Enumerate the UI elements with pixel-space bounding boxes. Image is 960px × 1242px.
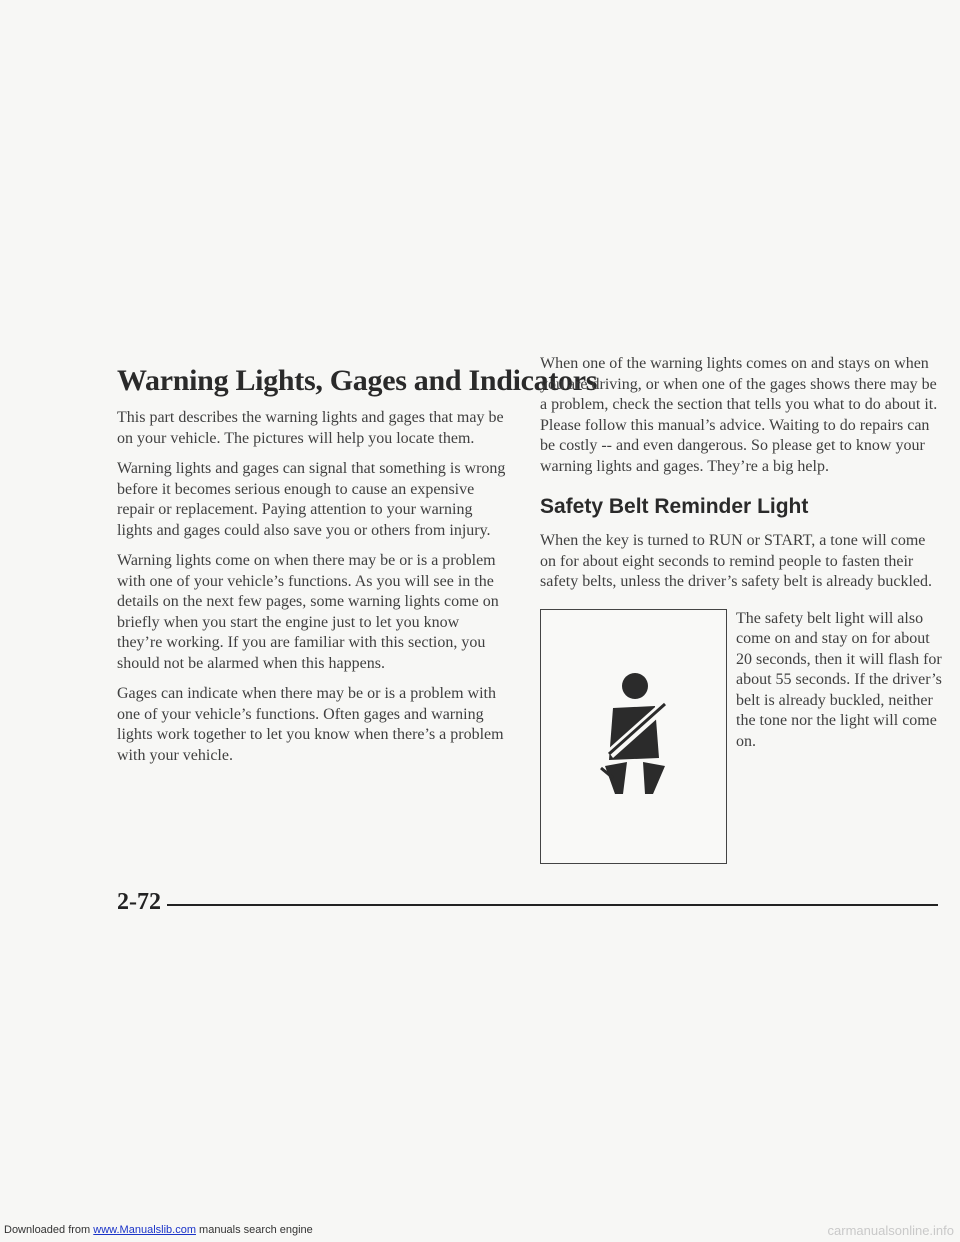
paragraph: Warning lights come on when there may be or is a problem with one of your vehicle’s functions. As you will see in the details on the next few pages, some warning lights come on briefly when you start the engine just to let you know they’re working. If you are familiar with this section, you should not be alarmed when this happens.	[117, 552, 499, 672]
subsection-title: Safety Belt Reminder Light	[540, 495, 809, 518]
watermark-suffix: manuals search engine	[195, 1224, 313, 1236]
intro-paragraph: When one of the warning lights comes on and stays on when you are driving, or when one of the gages shows there may be a problem, check the section that tells you what to do about it. Please follow this manual’s advice. Waiting to do repairs can be costly -- and even dangerous. So please get to know your warning lights and gages. They’re a big help.	[540, 355, 938, 475]
left-column	[117, 364, 598, 776]
paragraph: Warning lights and gages can signal that something is wrong before it becomes serious enough to cause an expensive repair or replacement. Paying attention to your warning lights and gages could also save you or others from injury.	[117, 460, 506, 539]
manualslib-link[interactable]: www.Manualslib.com	[93, 1224, 196, 1236]
section-title: Warning Lights, Gages and Indicators	[117, 364, 598, 397]
footer-divider	[167, 904, 938, 906]
watermark-prefix: Downloaded from	[4, 1224, 94, 1236]
paragraph: Gages can indicate when there may be or is a problem with one of your vehicle’s functions. Often gages and warning lights work together to let you know when there’s a problem with your vehicle.	[117, 685, 504, 764]
caption-text: The safety belt light will also come on and stay on for about 20 seconds, then it will flash for about 55 seconds. If the driver’s belt is already buckled, neither the tone nor the light will come on.	[736, 609, 942, 750]
right-column	[540, 354, 940, 869]
paragraph: This part describes the warning lights and gages that may be on your vehicle. The pictures will help you locate them.	[117, 409, 504, 447]
safety-belt-icon	[583, 670, 683, 800]
download-watermark	[4, 1224, 313, 1236]
subsection-paragraph: When the key is turned to RUN or START, a tone will come on for about eight seconds to remind people to fasten their safety belts, unless the driver’s safety belt is already buckled.	[540, 532, 933, 590]
site-watermark: carmanualsonline.info	[827, 1223, 954, 1238]
page-number: 2-72	[117, 889, 161, 915]
safety-belt-icon-frame	[540, 609, 727, 864]
figure-caption	[736, 609, 946, 753]
safety-belt-figure	[540, 609, 940, 869]
